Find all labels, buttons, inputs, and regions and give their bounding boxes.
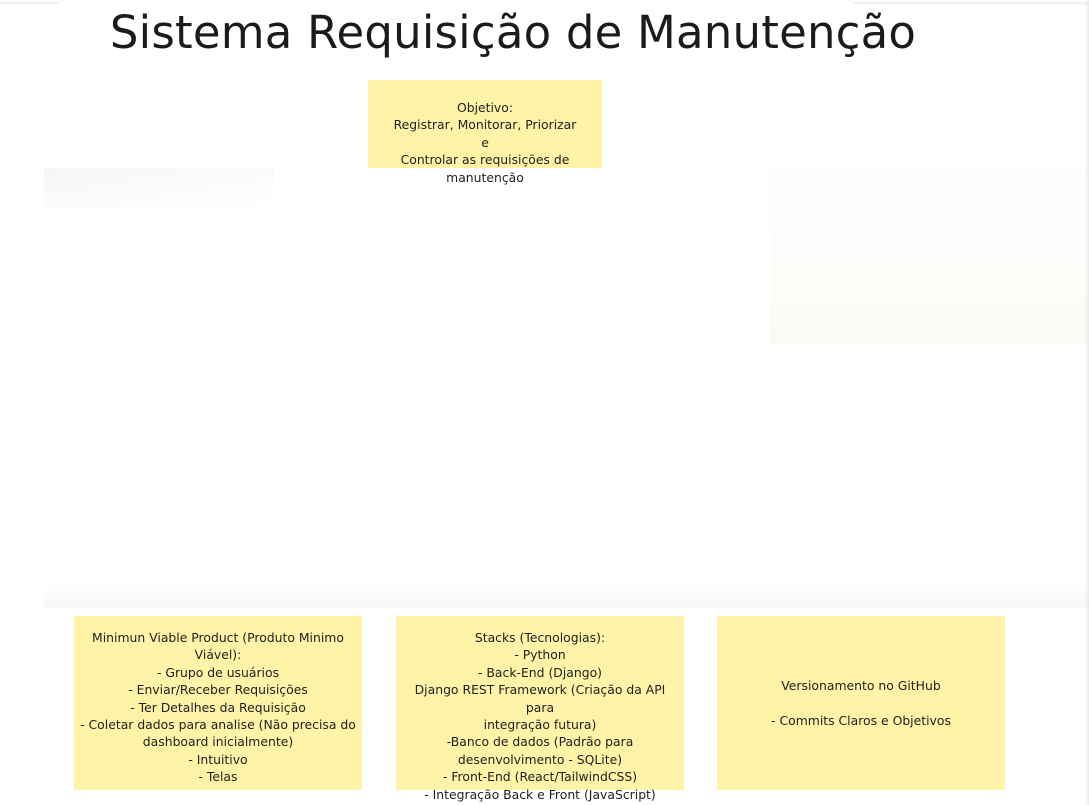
note-line: Controlar as requisições de xyxy=(400,152,570,168)
note-line: Versionamento no GitHub xyxy=(781,678,941,694)
canvas-edge-right xyxy=(1085,0,1089,805)
note-line: Registrar, Monitorar, Priorizar e xyxy=(393,117,577,150)
faded-region-bottom xyxy=(44,586,1089,608)
frame-edge-right xyxy=(852,0,1089,2)
note-spacer xyxy=(723,695,999,712)
sticky-note-objective[interactable] xyxy=(368,80,602,185)
note-line: - Enviar/Receber Requisições xyxy=(128,682,308,698)
note-line: Viável): xyxy=(194,647,242,663)
note-line: - Telas xyxy=(198,769,238,785)
sticky-note-mvp[interactable] xyxy=(74,616,362,790)
faded-region-right xyxy=(770,168,1089,344)
note-line: Minimun Viable Product (Produto Minimo xyxy=(92,630,344,645)
note-line: - Intuitivo xyxy=(188,751,248,767)
note-line: - Back-End (Django) xyxy=(478,664,602,680)
note-line: - Ter Detalhes da Requisição xyxy=(130,699,306,715)
frame-edge-left xyxy=(0,0,60,2)
note-line: -Banco de dados (Padrão para xyxy=(446,734,634,750)
faded-region-left xyxy=(44,168,274,208)
note-line: dashboard inicialmente) xyxy=(142,734,294,750)
sticky-note-github[interactable] xyxy=(717,616,1005,790)
note-line: integração futura) xyxy=(483,717,597,733)
note-line: - Coletar dados para analise (Não precisa do xyxy=(80,717,356,733)
note-line: Django REST Framework (Criação da API para xyxy=(414,682,666,715)
note-line: Stacks (Tecnologias): xyxy=(474,630,606,645)
board-title[interactable]: Sistema Requisição de Manutenção xyxy=(109,6,917,59)
note-line: - Python xyxy=(514,647,566,663)
sticky-note-stacks[interactable] xyxy=(396,616,684,802)
note-line: Objetivo: xyxy=(456,100,514,115)
note-line: - Front-End (React/TailwindCSS) xyxy=(442,769,638,785)
note-line: desenvolvimento - SQLite) xyxy=(457,751,623,767)
note-line: - Integração Back e Front (JavaScript) xyxy=(424,786,656,802)
note-line: - Grupo de usuários xyxy=(156,664,280,680)
note-line: manutenção xyxy=(446,169,524,185)
note-line: - Commits Claros e Objetivos xyxy=(771,712,951,728)
